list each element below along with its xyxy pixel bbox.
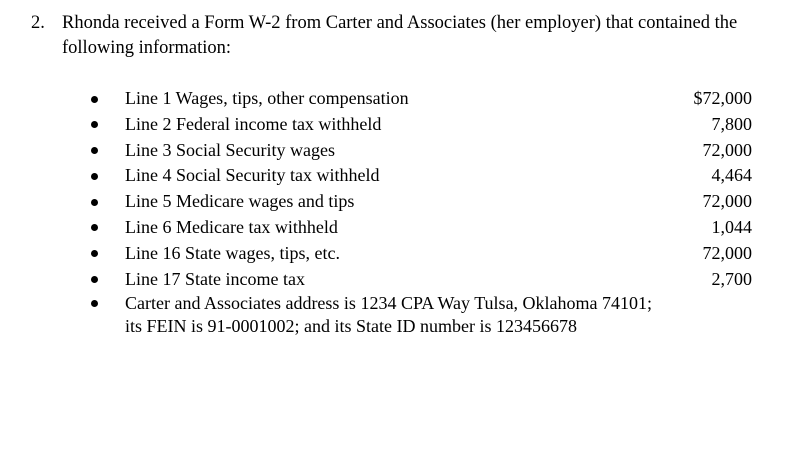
item-value: $72,000 [693, 88, 752, 108]
question-number: 2. [31, 13, 45, 33]
item-label: Line 17 State income tax [125, 268, 305, 289]
item-label: Line 5 Medicare wages and tips [125, 191, 355, 212]
list-item [91, 267, 781, 293]
item-label: Line 3 Social Security wages [125, 139, 335, 160]
list-item [91, 215, 781, 241]
item-value: 1,044 [711, 216, 752, 237]
list-item [91, 241, 781, 267]
list-item [91, 189, 781, 215]
item-label: Line 2 Federal income tax withheld [125, 113, 382, 134]
bullet-icon [91, 199, 98, 206]
item-value: 72,000 [702, 242, 752, 263]
list-item [91, 292, 781, 372]
item-label: Line 16 State wages, tips, etc. [125, 242, 340, 263]
bullet-icon [91, 276, 98, 283]
bullet-icon [91, 224, 98, 231]
list-item [91, 138, 781, 164]
item-value: 72,000 [702, 191, 752, 212]
bullet-icon [91, 300, 98, 307]
item-value: 2,700 [711, 268, 752, 289]
item-label: Line 6 Medicare tax withheld [125, 216, 338, 237]
item-label: Line 4 Social Security tax withheld [125, 165, 380, 186]
question-text: Rhonda received a Form W-2 from Carter and Associates (her employer) that contained the following information: [62, 13, 738, 58]
w2-info-list [91, 86, 781, 372]
bullet-icon [91, 173, 98, 180]
list-item [91, 112, 781, 138]
item-value: 4,464 [711, 165, 752, 186]
list-item [91, 163, 781, 189]
item-label: Line 1 Wages, tips, other compensation [125, 88, 409, 108]
bullet-icon [91, 147, 98, 154]
bullet-icon [91, 96, 98, 103]
list-item [91, 86, 781, 112]
bullet-icon [91, 250, 98, 257]
item-value: 7,800 [711, 113, 752, 134]
bullet-icon [91, 121, 98, 128]
item-label: Carter and Associates address is 1234 CPA Way Tulsa, Oklahoma 74101; its FEIN is 91-0001002; and its State ID number is 123456678 [125, 293, 653, 337]
item-value: 72,000 [702, 139, 752, 160]
